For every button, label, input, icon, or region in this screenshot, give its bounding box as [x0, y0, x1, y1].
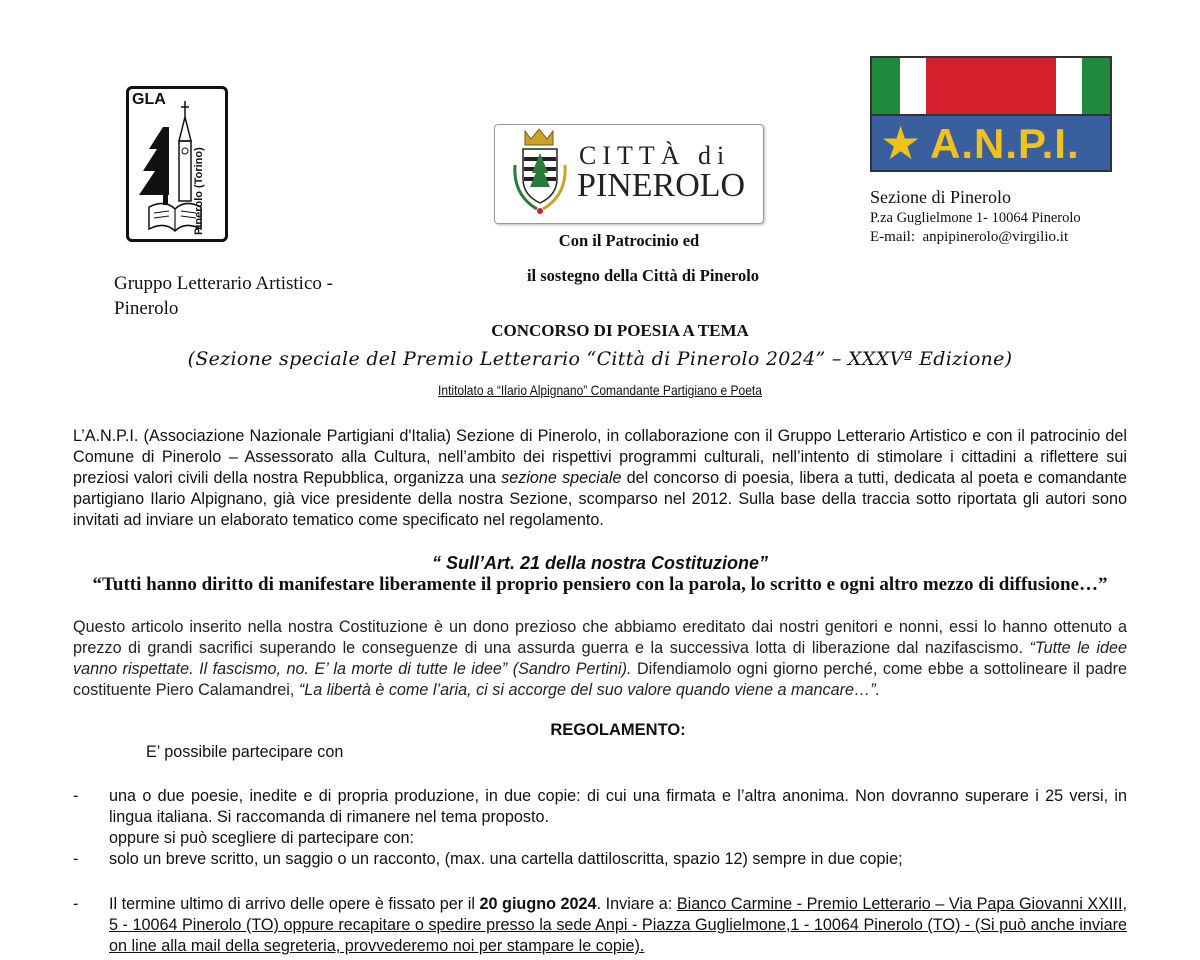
gla-logo-text: GLA: [132, 91, 166, 108]
intro-part1: L’A.N.P.I. (Associazione Nazionale Partigiani d'Italia) Sezione di Pinerolo, in collaborazione con il Gruppo Letterario Artistico e con il patrocinio del Comune di Pinerolo – Assessorato alla Cultura, nell’ambito dei rispettivi programmi culturali, nell’intento di stimolare i cittadini a riflettere sui preziosi valori civili della nostra Repubblica, organizza una: [73, 427, 1127, 487]
gla-name-block: [114, 271, 333, 321]
gla-name: Gruppo Letterario Artistico -: [114, 273, 333, 294]
patronage-line1: Con il Patrocinio ed: [558, 231, 700, 250]
theme-quote: “Tutti hanno diritto di manifestare liberamente il proprio pensiero con la parola, lo scritto e ogni altro mezzo di diffusione…”: [92, 574, 1108, 595]
gla-city: Pinerolo: [114, 298, 179, 319]
citta-di-pinerolo-logo: [494, 124, 764, 224]
anpi-email-label: E-mail:: [870, 229, 915, 245]
intro-paragraph: [73, 426, 1127, 531]
bullet-2: -: [73, 850, 79, 868]
gla-logo: [126, 86, 228, 242]
anpi-band: [870, 116, 1112, 172]
deadline-date: 20 giugno 2024: [479, 895, 597, 913]
submission-address: Bianco Carmine - Premio Letterario – Via Papa Giovanni XXIII, 5 - 10064 Pinerolo (TO) oppure recapitare o spedire presso la sede Anpi - Piazza Guglielmone,1 - 10064 Pinerolo (TO) - (Si può anche inviare on line alla mail della segreteria, provvederemo noi per stampare le copie).: [109, 895, 1127, 955]
intro-part2: del concorso di poesia, libera a tutti, dedicata al poeta e comandante partigiano Ilario Alpignano, già vice presidente della nostra Sezione, scomparso nel 2012. Sulla base della traccia sotto riportata gli autori sono invitati ad inviare un elaborato tematico come specificato nel regolamento.: [73, 469, 1127, 529]
anpi-address: P.za Guglielmone 1- 10064 Pinerolo: [870, 210, 1081, 226]
coat-of-arms-icon: [501, 125, 581, 223]
anpi-section: Sezione di Pinerolo: [870, 187, 1011, 207]
city-logo-line1: CITTÀ di: [579, 141, 731, 170]
bullet-1: -: [73, 787, 79, 805]
intro-emphasis: sezione speciale: [501, 469, 622, 487]
star-icon: ★: [880, 117, 922, 169]
commentary-paragraph: [73, 617, 1127, 701]
contest-dedication: Intitolato a “Ilario Alpignano” Comandante Partigiano e Poeta: [438, 382, 762, 398]
contest-title: CONCORSO DI POESIA A TEMA: [491, 321, 749, 340]
commentary-quote2: “La libertà è come l’aria, ci si accorge del suo valore quando viene a mancare…”.: [298, 681, 881, 699]
rules-item-1: una o due poesie, inedite e di propria produzione, in due copie: di cui una firmata e l’altra anonima. Non dovranno superare i 25 versi, in lingua italiana. Si raccomanda di rimanere nel tema proposto.: [109, 787, 1127, 826]
gla-logo-vertical-text: Pinerolo (Torino): [193, 147, 205, 235]
anpi-email-line: [870, 229, 1068, 246]
anpi-email[interactable]: anpipinerolo@virgilio.it: [922, 229, 1069, 245]
rules-item-2: solo un breve scritto, un saggio o un racconto, (max. una cartella dattiloscritta, spazio 12) sempre in due copie;: [109, 850, 903, 868]
church-tree-book-icon: [129, 89, 225, 239]
anpi-logo-text: A.N.P.I.: [930, 120, 1080, 167]
rules-item-3-pre: Il termine ultimo di arrivo delle opere è fissato per il: [109, 895, 480, 913]
rules-item-3: [109, 894, 1127, 957]
commentary-quote1: “Tutte le idee vanno rispettate. Il fascismo, no. E’ la morte di tutte le idee” (Sandro Pertini).: [73, 639, 1127, 678]
theme-heading: “ Sull’Art. 21 della nostra Costituzione”: [431, 553, 769, 573]
contest-subtitle: (Sezione speciale del Premio Letterario “Città di Pinerolo 2024” – XXXVª Edizione): [187, 348, 1013, 370]
commentary-part1: Questo articolo inserito nella nostra Costituzione è un dono prezioso che abbiamo ereditato dai nostri genitori e nonni, essi lo hanno ottenuto a prezzo di grandi sacrifici superando le conseguenze di una assurda guerra e la successiva lotta di liberazione dal nazifascismo.: [73, 618, 1127, 657]
patronage-line2: il sostegno della Città di Pinerolo: [526, 266, 760, 285]
rules-alternative: oppure si può scegliere di partecipare con:: [109, 829, 415, 847]
rules-intro: E’ possibile partecipare con: [146, 743, 344, 761]
bullet-3: -: [73, 895, 79, 913]
anpi-logo: [870, 56, 1112, 172]
italian-flag-icon: [870, 56, 1112, 116]
rules-heading: REGOLAMENTO:: [550, 721, 686, 739]
commentary-part2: Difendiamolo ogni giorno perché, come ebbe a sottolineare il padre costituente Piero Calamandrei,: [73, 660, 1127, 699]
city-logo-line2: PINEROLO: [577, 167, 746, 204]
rules-item-3-mid: . Inviare a:: [596, 895, 677, 913]
